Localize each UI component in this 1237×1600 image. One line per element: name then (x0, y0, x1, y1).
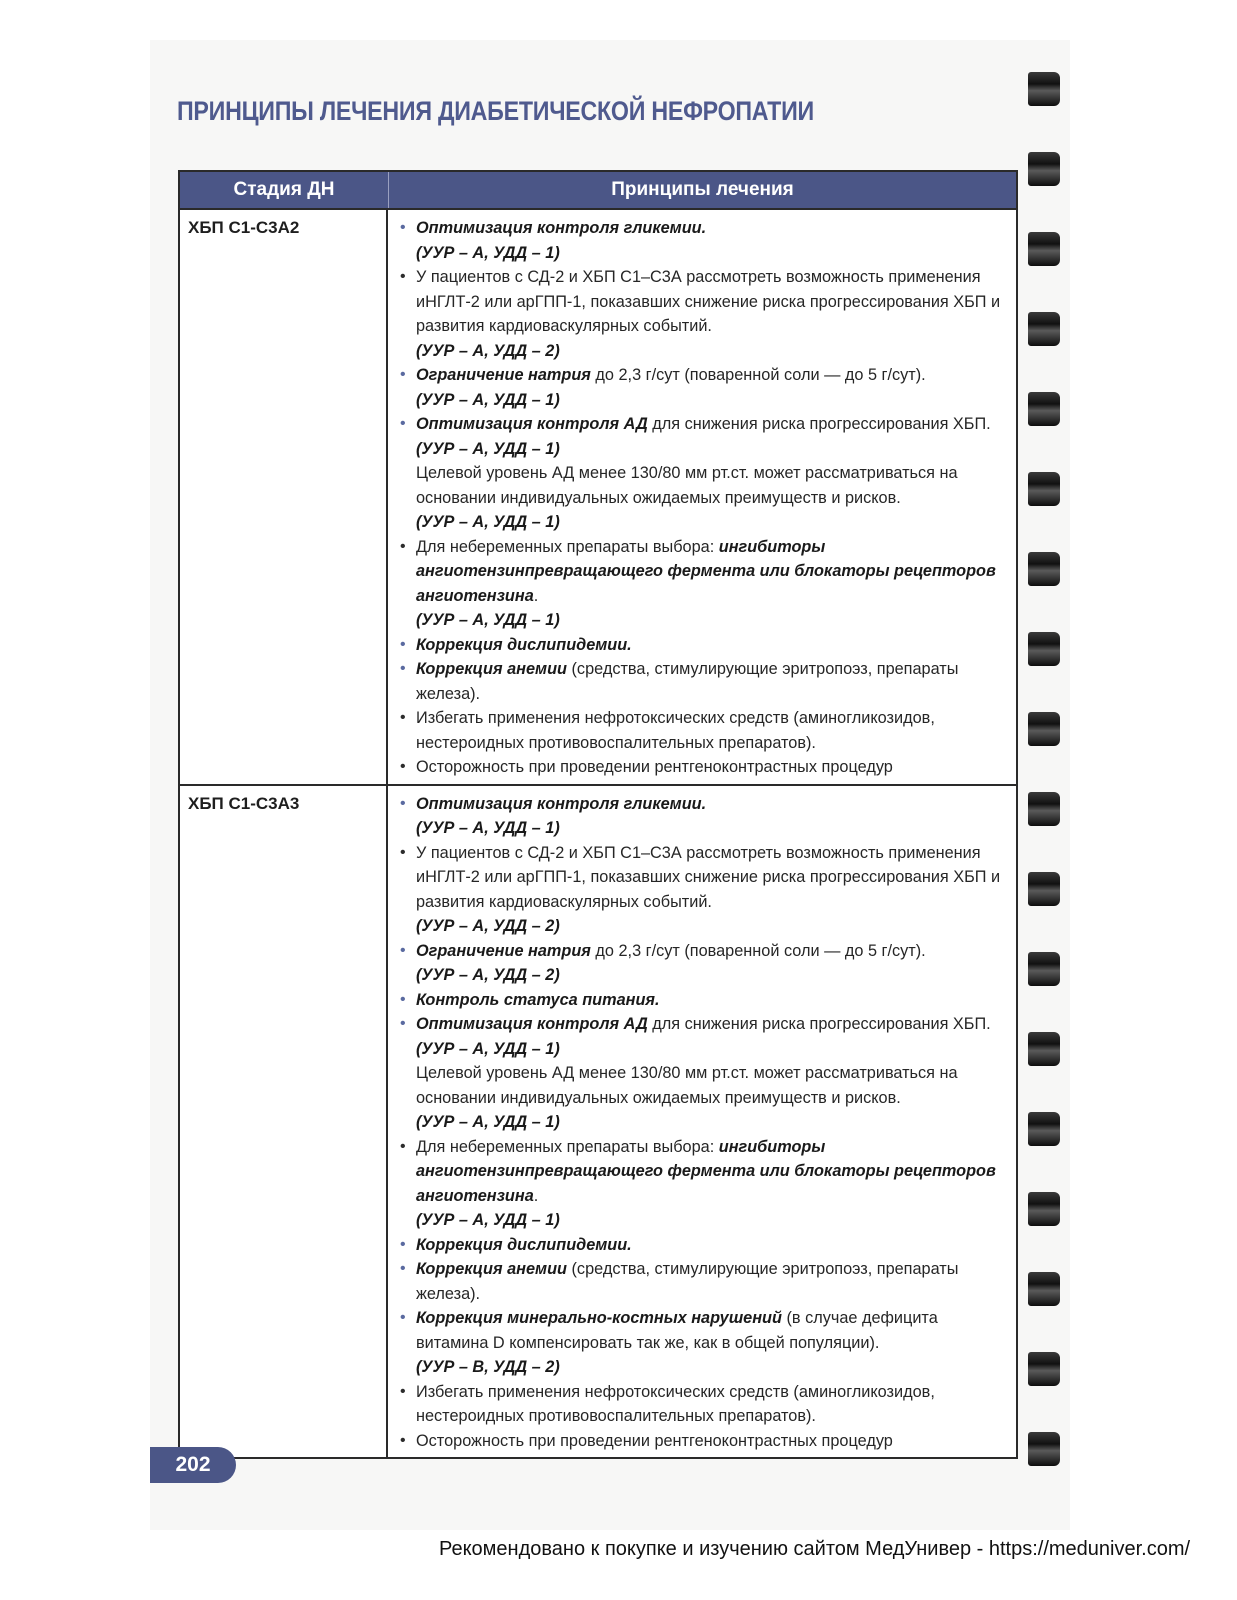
evidence-level: (УУР – А, УДД – 1) (416, 390, 560, 409)
binding-ring (1028, 1272, 1060, 1306)
stage-cell: ХБП С1-С3А2 (180, 210, 388, 784)
evidence-level: (УУР – А, УДД – 1) (416, 1113, 560, 1131)
principles-list (398, 216, 1006, 780)
bullet-icon: • (400, 794, 406, 812)
list-item (398, 841, 1006, 939)
stage-cell: ХБП С1-С3А3 (180, 786, 388, 1458)
item-note: Целевой уровень АД менее 130/80 мм рт.ст. может рассматриваться на основании индивидуальных ожидаемых преимуществ и рисков. (416, 464, 958, 507)
binding-ring (1028, 792, 1060, 826)
bullet-icon: • (400, 709, 406, 726)
item-text: (средства, стимулирующие эритропоэз, препараты железа). (416, 1260, 959, 1303)
list-item (398, 1380, 1006, 1429)
item-text: Избегать применения нефротоксических средств (аминогликозидов, нестероидных противовоспалительных препаратов). (416, 1382, 935, 1425)
item-text: для снижения риска прогрессирования ХБП. (647, 415, 991, 433)
list-item (398, 265, 1006, 363)
list-item (398, 755, 1006, 780)
binding-ring (1028, 152, 1060, 186)
evidence-level: (УУР – А, УДД – 1) (416, 243, 560, 262)
item-text-end: . (533, 1186, 539, 1205)
item-heading: Ограничение натрия (416, 941, 591, 960)
binding-ring (1028, 472, 1060, 506)
item-heading: Оптимизация контроля АД (416, 415, 648, 433)
principles-list (398, 792, 1006, 1454)
list-item (398, 1012, 1006, 1135)
bullet-icon: • (400, 660, 406, 677)
list-item (398, 1257, 1006, 1306)
evidence-level: (УУР – А, УДД – 2) (416, 966, 560, 984)
item-text: Избегать применения нефротоксических средств (аминогликозидов, нестероидных противовоспалительных препаратов). (416, 709, 935, 752)
item-heading: Коррекция дислипидемии. (416, 1235, 632, 1254)
bullet-icon: • (400, 415, 406, 432)
treatment-table (178, 170, 1018, 1459)
bullet-icon: • (400, 941, 406, 959)
item-heading: Оптимизация контроля гликемии. (416, 794, 707, 813)
bullet-icon: • (400, 1260, 406, 1277)
bullet-icon: • (400, 635, 406, 653)
evidence-level: (УУР – А, УДД – 1) (416, 513, 560, 531)
item-heading: Коррекция анемии (416, 660, 567, 678)
binding-ring (1028, 1192, 1060, 1226)
item-text: до 2,3 г/сут (поваренной соли — до 5 г/сут). (590, 941, 926, 960)
list-item (398, 1233, 1006, 1258)
spiral-binding (1022, 72, 1072, 1492)
item-emphasis: ингибиторы ангиотензинпревращающего фермента или блокаторы рецепторов ангиотензина (416, 537, 996, 605)
list-item (398, 412, 1006, 535)
table-header (180, 172, 1016, 208)
item-heading: Контроль статуса питания. (416, 990, 660, 1009)
evidence-level: (УУР – В, УДД – 2) (416, 1358, 560, 1376)
item-note: Целевой уровень АД менее 130/80 мм рт.ст. может рассматриваться на основании индивидуальных ожидаемых преимуществ и рисков. (416, 1064, 958, 1107)
binding-ring (1028, 1352, 1060, 1386)
table-row (180, 784, 1016, 1458)
list-item (398, 1135, 1006, 1233)
bullet-icon: • (400, 1431, 406, 1449)
item-text: У пациентов с СД-2 и ХБП С1–С3А рассмотреть возможность применения иНГЛТ-2 или арГПП-1, показавших снижение риска прогрессирования ХБП и развития кардиоваскулярных событий. (416, 268, 1001, 335)
list-item (398, 939, 1006, 988)
list-item (398, 1429, 1006, 1454)
evidence-level: (УУР – А, УДД – 1) (416, 611, 560, 629)
list-item (398, 792, 1006, 841)
footer-note: Рекомендовано к покупке и изучению сайтом МедУнивер - https://meduniver.com/ (439, 1538, 1191, 1560)
bullet-icon: • (400, 990, 406, 1008)
bullet-icon: • (400, 268, 406, 285)
evidence-level: (УУР – А, УДД – 2) (416, 917, 560, 935)
item-heading: Ограничение натрия (416, 366, 591, 384)
bullet-icon: • (400, 758, 406, 775)
principles-cell (388, 786, 1016, 1458)
bullet-icon: • (400, 1015, 406, 1032)
item-text: Осторожность при проведении рентгеноконтрастных процедур (416, 758, 893, 776)
item-text: (в случае дефицита витамина D компенсировать так же, как в общей популяции). (416, 1309, 938, 1352)
table-body (180, 208, 1016, 1457)
bullet-icon: • (400, 1137, 406, 1155)
bullet-icon: • (400, 843, 406, 861)
bullet-icon: • (400, 1382, 406, 1400)
item-text: Осторожность при проведении рентгеноконтрастных процедур (416, 1431, 893, 1450)
list-item (398, 216, 1006, 265)
binding-ring (1028, 72, 1060, 106)
binding-ring (1028, 1432, 1060, 1466)
binding-ring (1028, 632, 1060, 666)
bullet-icon: • (400, 537, 406, 555)
binding-ring (1028, 712, 1060, 746)
item-text-end: . (533, 586, 539, 605)
page-number: 202 (150, 1447, 236, 1483)
bullet-icon: • (400, 1235, 406, 1253)
item-text: для снижения риска прогрессирования ХБП. (647, 1015, 991, 1033)
header-stage: Стадия ДН (180, 172, 389, 208)
table-row (180, 208, 1016, 784)
list-item (398, 535, 1006, 633)
item-emphasis: ингибиторы ангиотензинпревращающего фермента или блокаторы рецепторов ангиотензина (416, 1137, 996, 1205)
header-principles: Принципы лечения (611, 179, 794, 200)
binding-ring (1028, 392, 1060, 426)
binding-ring (1028, 312, 1060, 346)
evidence-level: (УУР – А, УДД – 1) (416, 439, 560, 458)
binding-ring (1028, 952, 1060, 986)
bullet-icon: • (400, 1309, 406, 1326)
principles-cell (388, 210, 1016, 784)
page-title: ПРИНЦИПЫ ЛЕЧЕНИЯ ДИАБЕТИЧЕСКОЙ НЕФРОПАТИИ (177, 96, 814, 126)
item-text: У пациентов с СД-2 и ХБП С1–С3А рассмотреть возможность применения иНГЛТ-2 или арГПП-1, показавших снижение риска прогрессирования ХБП и развития кардиоваскулярных событий. (416, 843, 1001, 911)
binding-ring (1028, 1032, 1060, 1066)
item-heading: Коррекция минерально-костных нарушений (416, 1309, 782, 1327)
list-item (398, 1306, 1006, 1380)
item-text: (средства, стимулирующие эритропоэз, препараты железа). (416, 660, 959, 703)
item-text: Для небеременных препараты выбора: (416, 537, 719, 556)
item-heading: Коррекция анемии (416, 1260, 567, 1278)
item-heading: Коррекция дислипидемии. (416, 635, 632, 654)
evidence-level: (УУР – А, УДД – 1) (416, 1039, 560, 1058)
binding-ring (1028, 1112, 1060, 1146)
binding-ring (1028, 232, 1060, 266)
bullet-icon: • (400, 219, 406, 236)
binding-ring (1028, 552, 1060, 586)
bullet-icon: • (400, 366, 406, 383)
list-item (398, 633, 1006, 658)
list-item (398, 363, 1006, 412)
item-text: Для небеременных препараты выбора: (416, 1137, 719, 1156)
binding-ring (1028, 872, 1060, 906)
item-text: до 2,3 г/сут (поваренной соли — до 5 г/сут). (590, 366, 926, 384)
evidence-level: (УУР – А, УДД – 1) (416, 819, 560, 837)
evidence-level: (УУР – А, УДД – 2) (416, 341, 560, 360)
evidence-level: (УУР – А, УДД – 1) (416, 1211, 560, 1229)
list-item (398, 988, 1006, 1013)
list-item (398, 706, 1006, 755)
item-heading: Оптимизация контроля гликемии. (416, 219, 707, 237)
item-heading: Оптимизация контроля АД (416, 1015, 648, 1033)
list-item (398, 657, 1006, 706)
